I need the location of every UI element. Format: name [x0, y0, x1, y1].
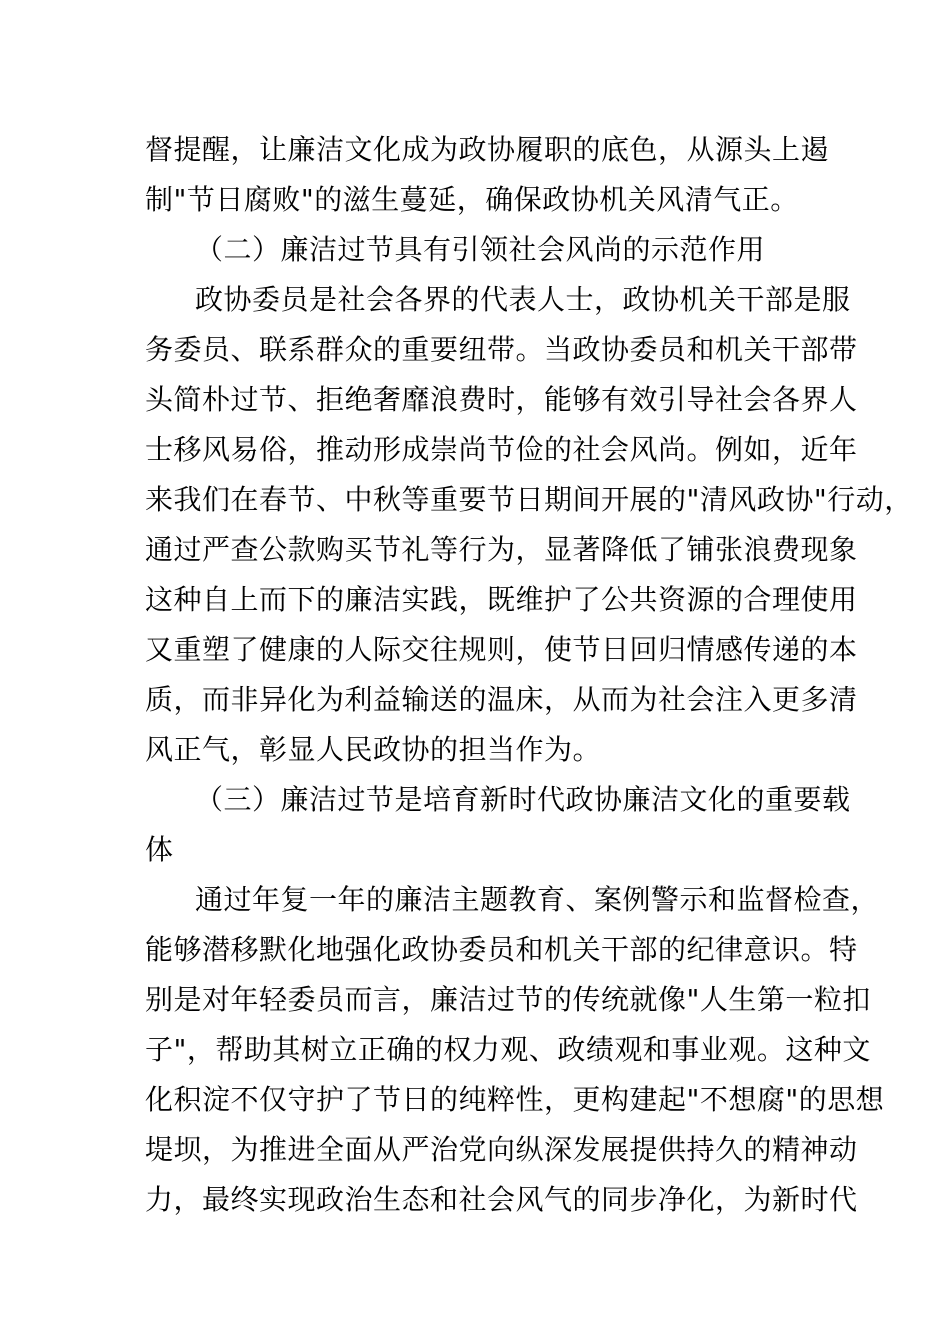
- paragraph-line: 这种自上而下的廉洁实践，既维护了公共资源的合理使用: [145, 583, 858, 616]
- paragraph-line: 务委员、联系群众的重要纽带。当政协委员和机关干部带: [145, 333, 858, 366]
- paragraph-line: 化积淀不仅守护了节日的纯粹性，更构建起"不想腐"的思想: [145, 1083, 885, 1116]
- paragraph-line: 堤坝，为推进全面从严治党向纵深发展提供持久的精神动: [145, 1133, 858, 1166]
- paragraph-line: 风正气，彰显人民政协的担当作为。: [145, 733, 602, 766]
- section-heading-3: （三）廉洁过节是培育新时代政协廉洁文化的重要载: [195, 783, 851, 816]
- paragraph-line: 又重塑了健康的人际交往规则，使节日回归情感传递的本: [145, 633, 858, 666]
- paragraph-line: 头简朴过节、拒绝奢靡浪费时，能够有效引导社会各界人: [145, 383, 858, 416]
- paragraph-line: 子"，帮助其树立正确的权力观、政绩观和事业观。这种文: [145, 1033, 871, 1066]
- section-heading-3-continued: 体: [145, 833, 174, 866]
- paragraph-line: 督提醒，让廉洁文化成为政协履职的底色，从源头上遏: [145, 133, 830, 166]
- paragraph-line: 质，而非异化为利益输送的温床，从而为社会注入更多清: [145, 683, 858, 716]
- paragraph-line: 士移风易俗，推动形成崇尚节俭的社会风尚。例如，近年: [145, 433, 858, 466]
- paragraph-line: 力，最终实现政治生态和社会风气的同步净化，为新时代: [145, 1183, 858, 1216]
- paragraph-line: 能够潜移默化地强化政协委员和机关干部的纪律意识。特: [145, 933, 858, 966]
- paragraph-line: 别是对年轻委员而言，廉洁过节的传统就像"人生第一粒扣: [145, 983, 871, 1016]
- paragraph-line: 制"节日腐败"的滋生蔓延，确保政协机关风清气正。: [145, 183, 799, 216]
- paragraph-line: 通过严查公款购买节礼等行为，显著降低了铺张浪费现象: [145, 533, 858, 566]
- paragraph-line: 来我们在春节、中秋等重要节日期间开展的"清风政协"行动，: [145, 483, 913, 516]
- paragraph-line: 通过年复一年的廉洁主题教育、案例警示和监督检查，: [195, 883, 880, 916]
- section-heading-2: （二）廉洁过节具有引领社会风尚的示范作用: [195, 233, 766, 266]
- paragraph-line: 政协委员是社会各界的代表人士，政协机关干部是服: [195, 283, 851, 316]
